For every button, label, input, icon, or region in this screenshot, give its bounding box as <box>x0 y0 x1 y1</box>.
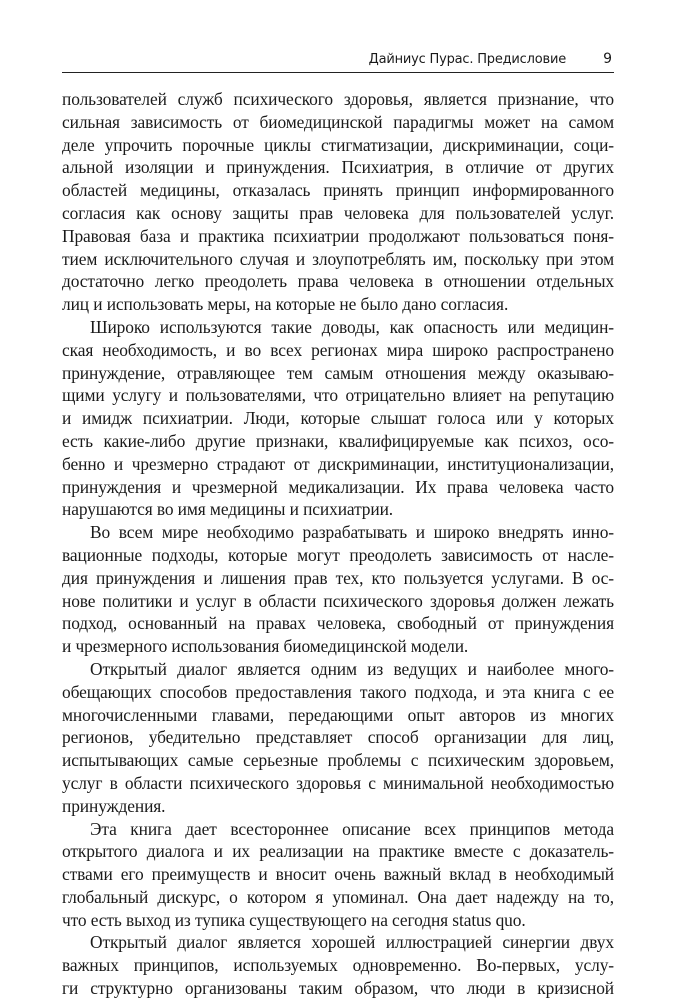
text-line: нарушаются во имя медицины и психиатрии. <box>62 499 394 520</box>
paragraph <box>62 521 614 658</box>
text-line: принуждения и чрезмерной медикализации. Их права человека часто <box>62 476 614 497</box>
text-line: Правовая база и практика психиатрии продолжают пользоваться поня- <box>62 225 614 246</box>
text-line: деле упрочить порочные циклы стигматизации, дискриминации, соци- <box>62 134 614 155</box>
text-line: Широко используются такие доводы, как опасность или медицин- <box>90 316 614 337</box>
text-line: ствами его преимуществ и вносит очень важный вклад в необходимый <box>62 864 614 885</box>
text-line: сильная зависимость от биомедицинской парадигмы может на самом <box>62 111 614 132</box>
text-line: достаточно легко преодолеть права человека в отношении отдельных <box>62 271 614 292</box>
text-line: вационные подходы, которые могут преодолеть зависимость от насле- <box>62 544 614 565</box>
text-line: важных принципов, используемых одновременно. Во-первых, услу- <box>62 955 614 976</box>
paragraph <box>62 88 614 316</box>
text-line: открытого диалога и их реализации на практике вместе с доказатель- <box>62 841 614 862</box>
text-line: что есть выход из тупика существующего на сегодня status quo. <box>62 909 526 930</box>
text-line: принуждение, отравляющее тем самым отношения между оказываю- <box>62 362 614 383</box>
text-line: ская необходимость, и во всех регионах мира широко распространено <box>62 339 614 360</box>
text-line: дия принуждения и лишения прав тех, кто пользуется услугами. В ос- <box>62 567 614 588</box>
text-line: лиц и использовать меры, на которые не было дано согласия. <box>62 294 509 315</box>
text-line: услуг в области психического здоровья с минимальной необходимостью <box>62 772 614 793</box>
text-line: Открытый диалог является хорошей иллюстрацией синергии двух <box>90 932 614 953</box>
text-line: ги структурно организованы таким образом, что люди в кризисной <box>62 978 614 999</box>
text-line: бенно и чрезмерно страдают от дискриминации, институционализации, <box>62 453 614 474</box>
page-number: 9 <box>603 51 612 67</box>
text-line: и чрезмерного использования биомедицинской модели. <box>62 636 469 657</box>
text-line: Во всем мире необходимо разрабатывать и широко внедрять инно- <box>90 522 614 543</box>
paragraph <box>62 931 614 999</box>
running-title: Дайниус Пурас. Предисловие <box>368 52 566 67</box>
text-line: щими услугу и пользователями, что отрицательно влияет на репутацию <box>62 385 614 406</box>
text-line: есть какие-либо другие признаки, квалифицируемые как психоз, осо- <box>62 430 614 451</box>
text-line: пользователей служб психического здоровья, является признание, что <box>62 89 614 109</box>
text-line: областей медицины, отказалась принять принцип информированного <box>62 180 614 201</box>
running-header <box>62 46 614 73</box>
text-line: глобальный дискурс, о котором я упоминал. Она дает надежду на то, <box>62 886 614 907</box>
body-text <box>62 88 614 1000</box>
text-line: подход, основанный на правах человека, свободный от принуждения <box>62 613 614 634</box>
text-line: испытывающих самые серьезные проблемы с психическим здоровьем, <box>62 750 614 771</box>
text-line: регионов, убедительно представляет способ организации для лиц, <box>62 727 614 748</box>
text-line: принуждения. <box>62 795 166 816</box>
text-line: нове политики и услуг в области психического здоровья должен лежать <box>62 590 614 611</box>
paragraph <box>62 818 614 932</box>
text-line: Эта книга дает всестороннее описание всех принципов метода <box>90 818 614 839</box>
text-line: согласия как основу защиты прав человека для пользователей услуг. <box>62 202 614 223</box>
text-line: обещающих способов предоставления такого подхода, и эта книга с ее <box>62 681 614 702</box>
paragraph <box>62 658 614 818</box>
paragraph <box>62 316 614 521</box>
text-line: тием исключительного случая и злоупотреблять им, поскольку при этом <box>62 248 614 269</box>
text-line: и имидж психиатрии. Люди, которые слышат голоса или у которых <box>62 408 614 429</box>
text-line: Открытый диалог является одним из ведущих и наиболее много- <box>90 658 614 679</box>
text-line: многочисленными главами, передающими опыт авторов из многих <box>62 704 614 725</box>
text-line: альной изоляции и принуждения. Психиатрия, в отличие от других <box>62 157 614 178</box>
